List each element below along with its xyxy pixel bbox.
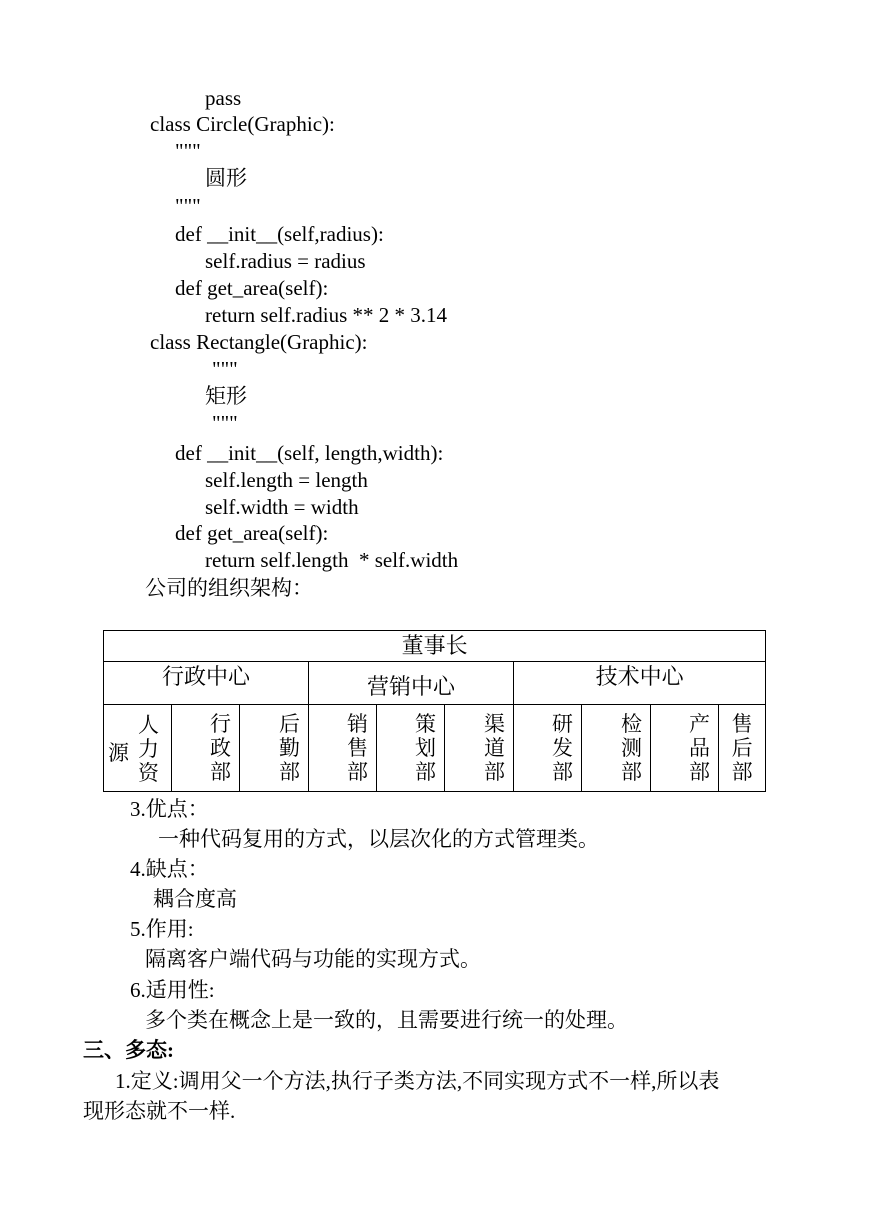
note-purpose-text: 隔离客户端代码与功能的实现方式。 (145, 947, 481, 971)
code-line: """ (175, 194, 201, 218)
code-line: 圆形 (205, 166, 247, 190)
note-purpose-heading: 5.作用: (130, 917, 194, 941)
code-line: class Rectangle(Graphic): (150, 330, 368, 354)
code-line: def get_area(self): (175, 276, 329, 300)
note-applicability-text: 多个类在概念上是一致的，且需要进行统一的处理。 (145, 1008, 628, 1032)
code-line: self.width = width (205, 495, 359, 519)
dept-label: 策划部 (415, 712, 436, 784)
code-line: """ (175, 139, 201, 163)
note-disadvantages-text: 耦合度高 (153, 887, 237, 911)
code-line: 矩形 (205, 384, 247, 408)
code-line: class Circle(Graphic): (150, 112, 335, 136)
dept-channel (445, 705, 514, 792)
center-tech: 技术中心 (514, 662, 766, 705)
dept-label: 产品部 (689, 712, 710, 784)
dept-label: 售后部 (731, 712, 753, 784)
code-line: """ (212, 357, 238, 381)
center-admin: 行政中心 (104, 662, 309, 705)
code-line: pass (205, 86, 242, 110)
org-chart-table (103, 630, 766, 792)
dept-hr-label-tail: 源 (108, 741, 129, 765)
dept-testing (582, 705, 651, 792)
definition-line-2: 现形态就不一样. (83, 1099, 236, 1123)
dept-product (651, 705, 719, 792)
note-advantages-heading: 3.优点： (130, 797, 209, 821)
dept-label: 后勤部 (279, 712, 300, 784)
definition-line-1: 1.定义:调用父一个方法,执行子类方法,不同实现方式不一样,所以表 (115, 1069, 720, 1093)
center-marketing: 营销中心 (309, 662, 514, 705)
note-advantages-text: 一种代码复用的方式，以层次化的方式管理类。 (158, 827, 599, 851)
dept-label: 研发部 (552, 712, 573, 784)
dept-hr (104, 705, 172, 792)
code-line: def __init__(self, length,width): (175, 441, 444, 465)
dept-aftersales (719, 705, 766, 792)
dept-label: 行政部 (210, 712, 231, 784)
code-line: return self.radius ** 2 * 3.14 (205, 303, 448, 327)
dept-sales (309, 705, 377, 792)
dept-label: 检测部 (621, 712, 642, 784)
code-line: self.length = length (205, 468, 368, 492)
section-title: 三、多态: (83, 1038, 174, 1062)
code-line: def get_area(self): (175, 521, 329, 545)
chairman-cell: 董事长 (104, 631, 766, 662)
dept-label: 渠道部 (484, 712, 505, 784)
org-intro: 公司的组织架构： (145, 576, 313, 600)
code-line: self.radius = radius (205, 249, 366, 273)
code-line: """ (212, 411, 238, 435)
dept-admin (172, 705, 240, 792)
note-disadvantages-heading: 4.缺点： (130, 857, 209, 881)
dept-rnd (514, 705, 582, 792)
dept-planning (377, 705, 445, 792)
code-line: return self.length * self.width (205, 548, 459, 572)
note-applicability-heading: 6.适用性: (130, 978, 215, 1002)
code-line: def __init__(self,radius): (175, 222, 384, 246)
dept-logistics (240, 705, 309, 792)
dept-label: 销售部 (347, 712, 368, 784)
dept-hr-label: 人力资 (138, 713, 159, 785)
